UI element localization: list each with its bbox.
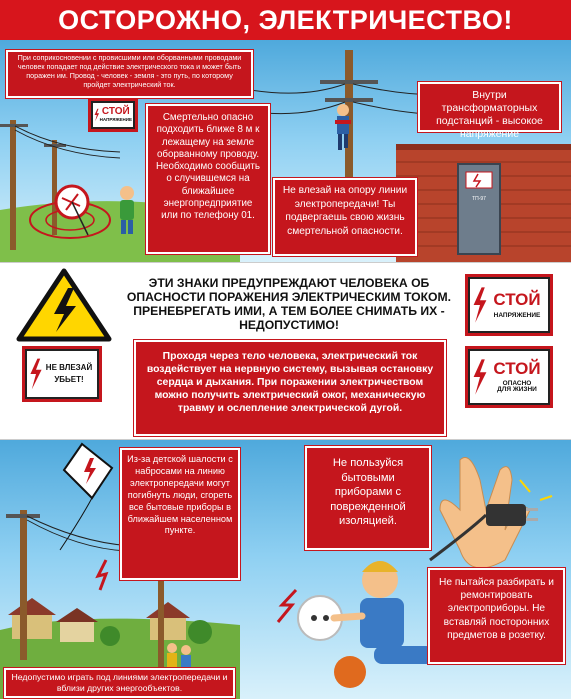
box-kite-text: Из-за детской шалости с набросами на линию электропередачи могут погибнуть люди, сгореть все бытовые приборы в ближайшем населенном пункте. <box>127 454 233 536</box>
box-distance <box>146 104 270 254</box>
box-appliances-text: Не пользуйся бытовыми приборами с поврежденной изоляцией. <box>330 457 406 528</box>
high-voltage-triangle-icon <box>16 268 112 342</box>
lightning-icon <box>29 356 43 392</box>
stop-sign-danger-sub2: ДЛЯ ЖИЗНИ <box>497 386 537 394</box>
box-substation <box>418 82 561 140</box>
stop-sign-voltage <box>465 274 553 336</box>
hand-plug-icon <box>430 458 552 569</box>
lightning-icon <box>472 285 488 325</box>
do-not-climb-line2: УБЬЕТ! <box>54 375 84 384</box>
box-repair-text: Не пытайся разбирать и ремонтировать электроприборы. Не вставляй посторонних предметов в розетку. <box>439 577 554 641</box>
box-kite <box>120 448 240 580</box>
substation-icon <box>396 144 571 262</box>
box-intro-text: При соприкосновении с провисшими или оборванными проводами человек попадает под действие электрического тока и может быть поражен им. Провод - человек - земля - это путь, по которому пройдет электрический ток. <box>17 53 242 89</box>
kite-icon <box>60 444 112 550</box>
stop-sign-voltage-sub: НАПРЯЖЕНИЕ <box>493 311 541 319</box>
box-footer-text: Недопустимо играть под линиями электропередачи и вблизи других энергообъектов. <box>11 672 228 694</box>
do-not-climb-line1: НЕ ВЛЕЗАЙ <box>45 362 93 372</box>
do-not-climb-sign <box>22 346 102 402</box>
box-distance-text: Смертельно опасно подходить ближе 8 м к лежащему на земле оборванному проводу. Необходимо сообщить о случившемся на ближайшее энергопредприятие или по телефону 01. <box>155 112 260 222</box>
door-label: ТП-97 <box>472 196 486 202</box>
poster-title: ОСТОРОЖНО, ЭЛЕКТРИЧЕСТВО! <box>58 5 513 35</box>
child-socket-icon <box>278 561 434 688</box>
box-pole-text: Не влезай на опору линии электропередачи! Ты подвергаешь свою жизнь смертельной опасности. <box>282 185 408 237</box>
lightning-icon <box>472 357 488 397</box>
stop-sign-small-sub: НАПРЯЖЕНИЕ <box>99 116 132 122</box>
stop-sign-small <box>88 98 138 132</box>
stop-sign-danger-title: СТОЙ <box>493 358 541 378</box>
box-footer <box>4 668 235 698</box>
box-substation-text: Внутри трансформаторных подстанций - высокое напряжение <box>436 89 543 140</box>
warning-text: ЭТИ ЗНАКИ ПРЕДУПРЕЖДАЮТ ЧЕЛОВЕКА ОБ ОПАСНОСТИ ПОРАЖЕНИЯ ЭЛЕКТРИЧЕСКИМ ТОКОМ. ПРЕНЕБРЕГАТЬ ИМИ, А ТЕМ БОЛЕЕ СНИМАТЬ ИХ - НЕДОПУСТИМО! <box>126 276 452 332</box>
box-pole <box>273 178 417 256</box>
box-appliances <box>305 446 431 550</box>
box-body-effects-text: Проходя через тело человека, электрический ток воздействует на нервную систему, вызывая остановку сердца и дыхания. При поражении электричеством можно получить электрический ожог, механическую травму и ослепление электрической дугой. <box>146 351 434 414</box>
stop-sign-danger-sub1: ОПАСНО <box>502 379 532 387</box>
box-body-effects <box>134 340 446 436</box>
box-intro <box>6 50 253 98</box>
stop-sign-voltage-title: СТОЙ <box>493 289 541 309</box>
stop-sign-small-title: СТОЙ <box>101 106 130 118</box>
stop-sign-danger <box>465 346 553 408</box>
box-repair <box>428 568 565 664</box>
